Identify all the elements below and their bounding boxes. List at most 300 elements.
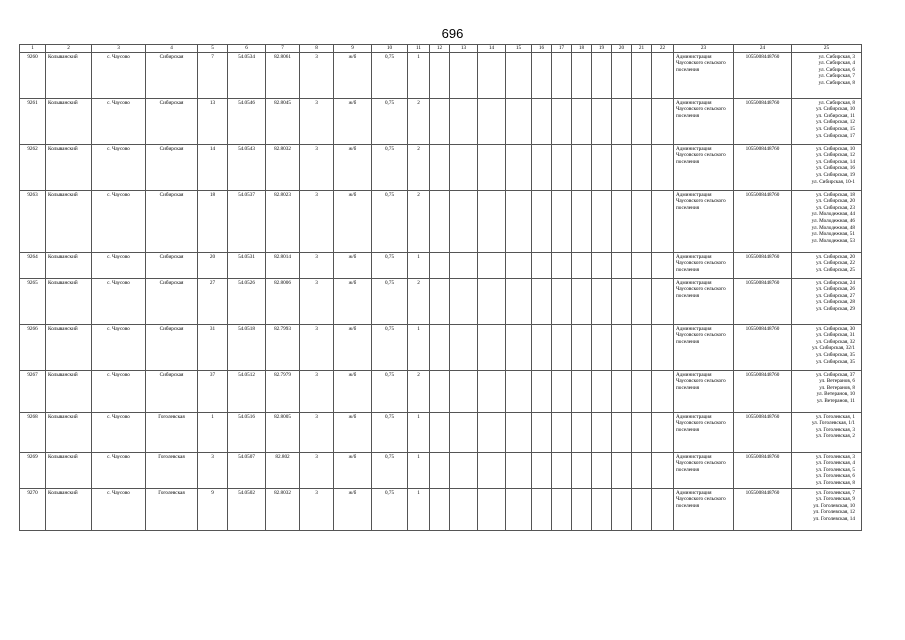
cell-longitude: 82.8006 — [266, 278, 300, 324]
cell-locality: с. Чаусово — [92, 98, 146, 144]
cell-empty — [652, 412, 674, 452]
cell-longitude: 82.7993 — [266, 324, 300, 370]
cell-empty — [552, 98, 572, 144]
cell-owner: Администрация Чаусовского сельского поселения — [674, 52, 734, 98]
column-number: 16 — [532, 45, 552, 53]
table-row — [20, 190, 862, 252]
cell-volume: 0,75 — [372, 412, 408, 452]
cell-latitude: 54.0512 — [228, 370, 266, 412]
column-number: 12 — [430, 45, 450, 53]
cell-empty — [552, 324, 572, 370]
table-row — [20, 370, 862, 412]
page-number: 696 — [441, 26, 464, 41]
cell-district: Колыванский — [46, 452, 92, 488]
table-row — [20, 98, 862, 144]
cell-volume: 0,75 — [372, 190, 408, 252]
cell-empty — [532, 98, 552, 144]
cell-empty — [632, 252, 652, 278]
cell-col-value: 3 — [300, 98, 334, 144]
cell-empty — [592, 190, 612, 252]
column-number: 1 — [20, 45, 46, 53]
cell-col-value: 3 — [300, 488, 334, 530]
cell-empty — [572, 488, 592, 530]
cell-longitude: 82.8032 — [266, 488, 300, 530]
cell-empty — [632, 52, 652, 98]
cell-empty — [450, 252, 478, 278]
cell-empty — [506, 144, 532, 190]
cell-addresses: ул. Сибирская, 10 ул. Сибирская, 12 ул. Сибирская, 14 ул. Сибирская, 16 ул. Сибирская, 19 ул. Сибирская, 10-1 — [792, 144, 862, 190]
cell-count: 2 — [408, 278, 430, 324]
cell-locality: с. Чаусово — [92, 52, 146, 98]
cell-street: Гоголевская — [146, 488, 198, 530]
cell-empty — [572, 252, 592, 278]
cell-col-value: 3 — [300, 278, 334, 324]
cell-id: 9262 — [20, 144, 46, 190]
cell-locality: с. Чаусово — [92, 412, 146, 452]
cell-house: 37 — [198, 370, 228, 412]
cell-empty — [506, 488, 532, 530]
cell-ogrn: 1055008448760 — [734, 452, 792, 488]
cell-district: Колыванский — [46, 324, 92, 370]
cell-empty — [450, 52, 478, 98]
cell-volume: 0,75 — [372, 98, 408, 144]
cell-addresses: ул. Сибирская, 3 ул. Сибирская, 4 ул. Сибирская, 6 ул. Сибирская, 7 ул. Сибирская, 8 — [792, 52, 862, 98]
cell-street: Гоголевская — [146, 452, 198, 488]
column-number: 13 — [450, 45, 478, 53]
cell-id: 9260 — [20, 52, 46, 98]
cell-empty — [592, 452, 612, 488]
column-number: 10 — [372, 45, 408, 53]
cell-empty — [632, 452, 652, 488]
cell-empty — [652, 190, 674, 252]
column-number: 2 — [46, 45, 92, 53]
cell-material: ж/б — [334, 252, 372, 278]
cell-empty — [652, 252, 674, 278]
cell-empty — [612, 324, 632, 370]
cell-addresses: ул. Сибирская, 24 ул. Сибирская, 26 ул. Сибирская, 27 ул. Сибирская, 28 ул. Сибирская, 29 — [792, 278, 862, 324]
cell-longitude: 82.8005 — [266, 412, 300, 452]
cell-empty — [478, 278, 506, 324]
cell-empty — [506, 412, 532, 452]
cell-ogrn: 1055008448760 — [734, 278, 792, 324]
cell-empty — [592, 324, 612, 370]
cell-empty — [552, 52, 572, 98]
cell-street: Сибирская — [146, 252, 198, 278]
cell-empty — [478, 98, 506, 144]
cell-empty — [450, 190, 478, 252]
cell-empty — [612, 252, 632, 278]
cell-id: 9263 — [20, 190, 46, 252]
cell-longitude: 82.8045 — [266, 98, 300, 144]
cell-addresses: ул. Гоголевская, 1 ул. Гоголевская, 1/1 ул. Гоголевская, 3 ул. Гоголевская, 2 — [792, 412, 862, 452]
cell-house: 3 — [198, 452, 228, 488]
cell-empty — [652, 452, 674, 488]
cell-empty — [552, 190, 572, 252]
cell-empty — [506, 98, 532, 144]
cell-ogrn: 1055008448760 — [734, 52, 792, 98]
cell-material: ж/б — [334, 370, 372, 412]
cell-empty — [506, 324, 532, 370]
cell-col-value: 3 — [300, 52, 334, 98]
cell-empty — [552, 144, 572, 190]
cell-latitude: 54.0502 — [228, 488, 266, 530]
cell-volume: 0,75 — [372, 144, 408, 190]
cell-house: 13 — [198, 98, 228, 144]
cell-empty — [612, 452, 632, 488]
cell-ogrn: 1055008448760 — [734, 252, 792, 278]
cell-count: 1 — [408, 52, 430, 98]
cell-owner: Администрация Чаусовского сельского поселения — [674, 412, 734, 452]
cell-addresses: ул. Гоголевская, 3 ул. Гоголевская, 4 ул. Гоголевская, 5 ул. Гоголевская, 6 ул. Гоголевская, 8 — [792, 452, 862, 488]
cell-latitude: 54.0507 — [228, 452, 266, 488]
cell-id: 9265 — [20, 278, 46, 324]
column-number: 22 — [652, 45, 674, 53]
cell-latitude: 54.0526 — [228, 278, 266, 324]
cell-owner: Администрация Чаусовского сельского поселения — [674, 488, 734, 530]
cell-locality: с. Чаусово — [92, 452, 146, 488]
cell-owner: Администрация Чаусовского сельского поселения — [674, 370, 734, 412]
cell-id: 9270 — [20, 488, 46, 530]
column-number: 8 — [300, 45, 334, 53]
cell-empty — [450, 324, 478, 370]
cell-empty — [632, 98, 652, 144]
cell-count: 2 — [408, 144, 430, 190]
cell-empty — [572, 144, 592, 190]
cell-empty — [430, 98, 450, 144]
cell-empty — [532, 370, 552, 412]
cell-volume: 0,75 — [372, 370, 408, 412]
cell-empty — [652, 98, 674, 144]
cell-empty — [532, 452, 552, 488]
table-row — [20, 144, 862, 190]
cell-empty — [572, 52, 592, 98]
cell-latitude: 54.0537 — [228, 190, 266, 252]
cell-empty — [592, 488, 612, 530]
cell-empty — [612, 370, 632, 412]
cell-empty — [572, 278, 592, 324]
cell-empty — [506, 452, 532, 488]
cell-col-value: 3 — [300, 144, 334, 190]
cell-empty — [450, 412, 478, 452]
cell-volume: 0,75 — [372, 324, 408, 370]
cell-latitude: 54.0543 — [228, 144, 266, 190]
cell-empty — [572, 452, 592, 488]
cell-count: 1 — [408, 452, 430, 488]
cell-col-value: 3 — [300, 252, 334, 278]
cell-material: ж/б — [334, 144, 372, 190]
cell-id: 9269 — [20, 452, 46, 488]
cell-house: 31 — [198, 324, 228, 370]
cell-locality: с. Чаусово — [92, 252, 146, 278]
cell-id: 9266 — [20, 324, 46, 370]
cell-volume: 0,75 — [372, 278, 408, 324]
cell-longitude: 82.7979 — [266, 370, 300, 412]
cell-material: ж/б — [334, 190, 372, 252]
cell-empty — [572, 190, 592, 252]
cell-district: Колыванский — [46, 52, 92, 98]
column-number: 25 — [792, 45, 862, 53]
column-number: 4 — [146, 45, 198, 53]
cell-empty — [506, 252, 532, 278]
column-number: 23 — [674, 45, 734, 53]
cell-count: 1 — [408, 324, 430, 370]
cell-empty — [612, 278, 632, 324]
cell-empty — [632, 278, 652, 324]
cell-ogrn: 1055008448760 — [734, 488, 792, 530]
column-number: 20 — [612, 45, 632, 53]
cell-id: 9268 — [20, 412, 46, 452]
cell-empty — [506, 52, 532, 98]
cell-addresses: ул. Сибирская, 20 ул. Сибирская, 22 ул. Сибирская, 25 — [792, 252, 862, 278]
cell-locality: с. Чаусово — [92, 190, 146, 252]
column-number: 9 — [334, 45, 372, 53]
cell-col-value: 3 — [300, 452, 334, 488]
cell-empty — [506, 370, 532, 412]
table-row — [20, 412, 862, 452]
column-number: 11 — [408, 45, 430, 53]
cell-empty — [450, 98, 478, 144]
cell-district: Колыванский — [46, 488, 92, 530]
cell-street: Сибирская — [146, 324, 198, 370]
cell-empty — [652, 52, 674, 98]
cell-empty — [552, 488, 572, 530]
cell-locality: с. Чаусово — [92, 324, 146, 370]
cell-count: 2 — [408, 370, 430, 412]
cell-volume: 0,75 — [372, 452, 408, 488]
cell-district: Колыванский — [46, 144, 92, 190]
cell-addresses: ул. Сибирская, 30 ул. Сибирская, 31 ул. Сибирская, 32 ул. Сибирская, 32/1 ул. Сибирская, 35 ул. Сибирская, 35 — [792, 324, 862, 370]
cell-empty — [450, 452, 478, 488]
cell-empty — [552, 452, 572, 488]
cell-owner: Администрация Чаусовского сельского поселения — [674, 452, 734, 488]
cell-empty — [552, 370, 572, 412]
cell-district: Колыванский — [46, 252, 92, 278]
column-number: 17 — [552, 45, 572, 53]
cell-empty — [652, 278, 674, 324]
cell-material: ж/б — [334, 452, 372, 488]
cell-empty — [532, 144, 552, 190]
cell-empty — [450, 370, 478, 412]
cell-id: 9267 — [20, 370, 46, 412]
cell-empty — [552, 252, 572, 278]
column-number-row — [20, 45, 862, 53]
cell-col-value: 3 — [300, 190, 334, 252]
cell-latitude: 54.0546 — [228, 98, 266, 144]
cell-material: ж/б — [334, 98, 372, 144]
cell-house: 27 — [198, 278, 228, 324]
cell-empty — [572, 370, 592, 412]
cell-latitude: 54.0534 — [228, 52, 266, 98]
cell-empty — [450, 488, 478, 530]
cell-locality: с. Чаусово — [92, 144, 146, 190]
cell-empty — [592, 52, 612, 98]
cell-empty — [430, 252, 450, 278]
cell-empty — [430, 370, 450, 412]
cell-street: Сибирская — [146, 52, 198, 98]
cell-material: ж/б — [334, 52, 372, 98]
cell-street: Сибирская — [146, 144, 198, 190]
column-number: 19 — [592, 45, 612, 53]
cell-longitude: 82.802 — [266, 452, 300, 488]
cell-id: 9264 — [20, 252, 46, 278]
cell-house: 18 — [198, 190, 228, 252]
cell-longitude: 82.8014 — [266, 252, 300, 278]
cell-empty — [592, 252, 612, 278]
table-row — [20, 278, 862, 324]
cell-empty — [430, 144, 450, 190]
cell-addresses: ул. Гоголевская, 7 ул. Гоголевская, 9 ул. Гоголевская, 10 ул. Гоголевская, 12 ул. Гоголевская, 14 — [792, 488, 862, 530]
cell-empty — [632, 412, 652, 452]
cell-empty — [430, 52, 450, 98]
cell-col-value: 3 — [300, 324, 334, 370]
column-number: 3 — [92, 45, 146, 53]
cell-latitude: 54.0531 — [228, 252, 266, 278]
cell-addresses: ул. Сибирская, 37 ул. Ветеранов, 6 ул. Ветеранов, 8 ул. Ветеранов, 10 ул. Ветеранов, 11 — [792, 370, 862, 412]
cell-owner: Администрация Чаусовского сельского поселения — [674, 190, 734, 252]
cell-owner: Администрация Чаусовского сельского поселения — [674, 252, 734, 278]
cell-empty — [478, 144, 506, 190]
cell-house: 20 — [198, 252, 228, 278]
cell-district: Колыванский — [46, 98, 92, 144]
column-number: 24 — [734, 45, 792, 53]
cell-empty — [592, 412, 612, 452]
cell-empty — [532, 52, 552, 98]
cell-addresses: ул. Сибирская, 18 ул. Сибирская, 20 ул. Сибирская, 23 ул. Молодежная, 44 ул. Молодежная, 46 ул. Молодежная, 48 ул. Молодежная, 51 ул. Молодежная, 53 — [792, 190, 862, 252]
cell-ogrn: 1055008448760 — [734, 370, 792, 412]
cell-empty — [572, 412, 592, 452]
cell-empty — [652, 488, 674, 530]
cell-empty — [632, 324, 652, 370]
table-row — [20, 452, 862, 488]
cell-material: ж/б — [334, 412, 372, 452]
cell-addresses: ул. Сибирская, 8 ул. Сибирская, 10 ул. Сибирская, 11 ул. Сибирская, 12 ул. Сибирская, 15 ул. Сибирская, 17 — [792, 98, 862, 144]
cell-locality: с. Чаусово — [92, 488, 146, 530]
column-number: 14 — [478, 45, 506, 53]
cell-empty — [478, 412, 506, 452]
cell-house: 7 — [198, 52, 228, 98]
cell-empty — [632, 190, 652, 252]
column-number: 5 — [198, 45, 228, 53]
cell-latitude: 54.0516 — [228, 412, 266, 452]
cell-empty — [532, 278, 552, 324]
cell-longitude: 82.8023 — [266, 190, 300, 252]
cell-empty — [652, 144, 674, 190]
cell-house: 14 — [198, 144, 228, 190]
cell-latitude: 54.0518 — [228, 324, 266, 370]
cell-id: 9261 — [20, 98, 46, 144]
cell-empty — [532, 190, 552, 252]
cell-empty — [450, 144, 478, 190]
cell-district: Колыванский — [46, 278, 92, 324]
cell-empty — [450, 278, 478, 324]
cell-empty — [632, 370, 652, 412]
cell-empty — [506, 190, 532, 252]
table-row — [20, 488, 862, 530]
cell-empty — [612, 190, 632, 252]
cell-empty — [478, 488, 506, 530]
cell-ogrn: 1055008448760 — [734, 98, 792, 144]
cell-empty — [532, 252, 552, 278]
cell-empty — [632, 144, 652, 190]
cell-empty — [478, 52, 506, 98]
cell-volume: 0,75 — [372, 488, 408, 530]
cell-col-value: 3 — [300, 370, 334, 412]
cell-empty — [592, 370, 612, 412]
cell-empty — [592, 278, 612, 324]
cell-empty — [552, 412, 572, 452]
cell-owner: Администрация Чаусовского сельского поселения — [674, 278, 734, 324]
registry-table — [19, 44, 862, 531]
cell-longitude: 82.8032 — [266, 144, 300, 190]
cell-longitude: 82.8061 — [266, 52, 300, 98]
cell-empty — [532, 412, 552, 452]
table-row — [20, 52, 862, 98]
column-number: 6 — [228, 45, 266, 53]
cell-material: ж/б — [334, 488, 372, 530]
cell-owner: Администрация Чаусовского сельского поселения — [674, 98, 734, 144]
cell-empty — [592, 98, 612, 144]
cell-volume: 0,75 — [372, 52, 408, 98]
table-row — [20, 252, 862, 278]
cell-ogrn: 1055008448760 — [734, 412, 792, 452]
cell-count: 1 — [408, 252, 430, 278]
cell-count: 2 — [408, 190, 430, 252]
cell-empty — [430, 412, 450, 452]
cell-empty — [552, 278, 572, 324]
cell-district: Колыванский — [46, 370, 92, 412]
cell-empty — [478, 324, 506, 370]
cell-locality: с. Чаусово — [92, 278, 146, 324]
cell-empty — [652, 324, 674, 370]
cell-empty — [612, 98, 632, 144]
cell-street: Гоголевская — [146, 412, 198, 452]
cell-empty — [532, 324, 552, 370]
cell-empty — [478, 252, 506, 278]
cell-ogrn: 1055008448760 — [734, 324, 792, 370]
cell-count: 2 — [408, 98, 430, 144]
cell-count: 1 — [408, 488, 430, 530]
table-row — [20, 324, 862, 370]
cell-house: 9 — [198, 488, 228, 530]
cell-ogrn: 1055008448760 — [734, 144, 792, 190]
cell-district: Колыванский — [46, 190, 92, 252]
cell-empty — [430, 278, 450, 324]
cell-empty — [506, 278, 532, 324]
column-number: 7 — [266, 45, 300, 53]
cell-empty — [478, 370, 506, 412]
cell-owner: Администрация Чаусовского сельского поселения — [674, 324, 734, 370]
cell-empty — [572, 324, 592, 370]
cell-empty — [612, 52, 632, 98]
cell-empty — [612, 144, 632, 190]
cell-col-value: 3 — [300, 412, 334, 452]
cell-count: 1 — [408, 412, 430, 452]
column-number: 18 — [572, 45, 592, 53]
cell-volume: 0,75 — [372, 252, 408, 278]
cell-empty — [430, 488, 450, 530]
cell-street: Сибирская — [146, 370, 198, 412]
cell-empty — [430, 452, 450, 488]
cell-empty — [532, 488, 552, 530]
cell-empty — [592, 144, 612, 190]
cell-street: Сибирская — [146, 98, 198, 144]
cell-ogrn: 1055008448760 — [734, 190, 792, 252]
cell-street: Сибирская — [146, 278, 198, 324]
column-number: 15 — [506, 45, 532, 53]
column-number: 21 — [632, 45, 652, 53]
cell-empty — [612, 412, 632, 452]
cell-house: 1 — [198, 412, 228, 452]
